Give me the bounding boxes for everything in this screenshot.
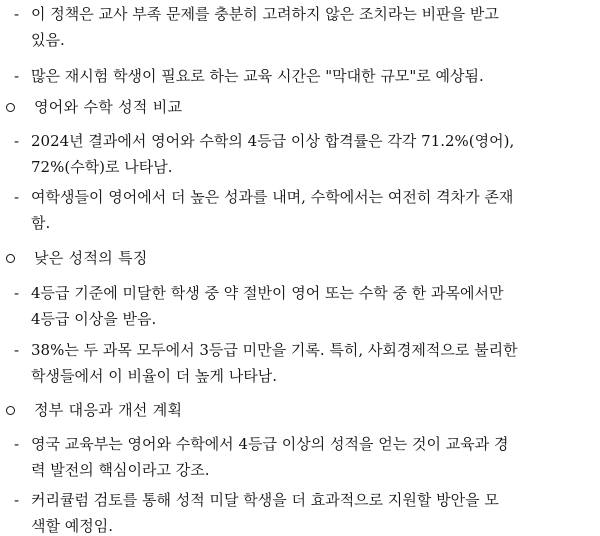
- item-line: 4등급 기준에 미달한 학생 중 약 절반이 영어 또는 수학 중 한 과목에서만: [31, 284, 504, 302]
- heading-text: 정부 대응과 개선 계획: [34, 401, 183, 419]
- item-line: 영국 교육부는 영어와 수학에서 4등급 이상의 성적을 얻는 것이 교육과 경: [31, 435, 509, 453]
- dash-marker: -: [14, 341, 20, 359]
- item-line: 여학생들이 영어에서 더 높은 성과를 내며, 수학에서는 여전히 격차가 존재: [31, 188, 514, 206]
- item-line: 커리큘럼 검토를 통해 성적 미달 학생을 더 효과적으로 지원할 방안을 모: [31, 491, 499, 509]
- item-line: 72%(수학)로 나타남.: [31, 158, 173, 176]
- heading-text: 영어와 수학 성적 비교: [34, 98, 183, 116]
- circle-bullet-icon: [6, 254, 15, 263]
- dash-marker: -: [14, 435, 20, 453]
- item-line: 있음.: [31, 31, 65, 49]
- dash-marker: -: [14, 491, 20, 509]
- item-line: 함.: [31, 214, 51, 232]
- heading-text: 낮은 성적의 특징: [34, 249, 148, 267]
- dash-marker: -: [14, 284, 20, 302]
- item-line: 학생들에서 이 비율이 더 높게 나타남.: [31, 367, 277, 385]
- item-line: 4등급 이상을 받음.: [31, 310, 157, 328]
- circle-bullet-icon: [6, 103, 15, 112]
- item-line: 색할 예정임.: [31, 517, 113, 535]
- dash-marker: -: [14, 188, 20, 206]
- item-line: 많은 재시험 학생이 필요로 하는 교육 시간은 "막대한 규모"로 예상됨.: [31, 67, 484, 85]
- item-line: 38%는 두 과목 모두에서 3등급 미만을 기록. 특히, 사회경제적으로 불리한: [31, 341, 518, 359]
- dash-marker: -: [14, 5, 20, 23]
- circle-bullet-icon: [6, 406, 15, 415]
- item-line: 이 정책은 교사 부족 문제를 충분히 고려하지 않은 조치라는 비판을 받고: [31, 5, 499, 23]
- dash-marker: -: [14, 132, 20, 150]
- item-line: 2024년 결과에서 영어와 수학의 4등급 이상 합격률은 각각 71.2%(영어),: [31, 132, 515, 150]
- dash-marker: -: [14, 67, 20, 85]
- item-line: 력 발전의 핵심이라고 강조.: [31, 461, 210, 479]
